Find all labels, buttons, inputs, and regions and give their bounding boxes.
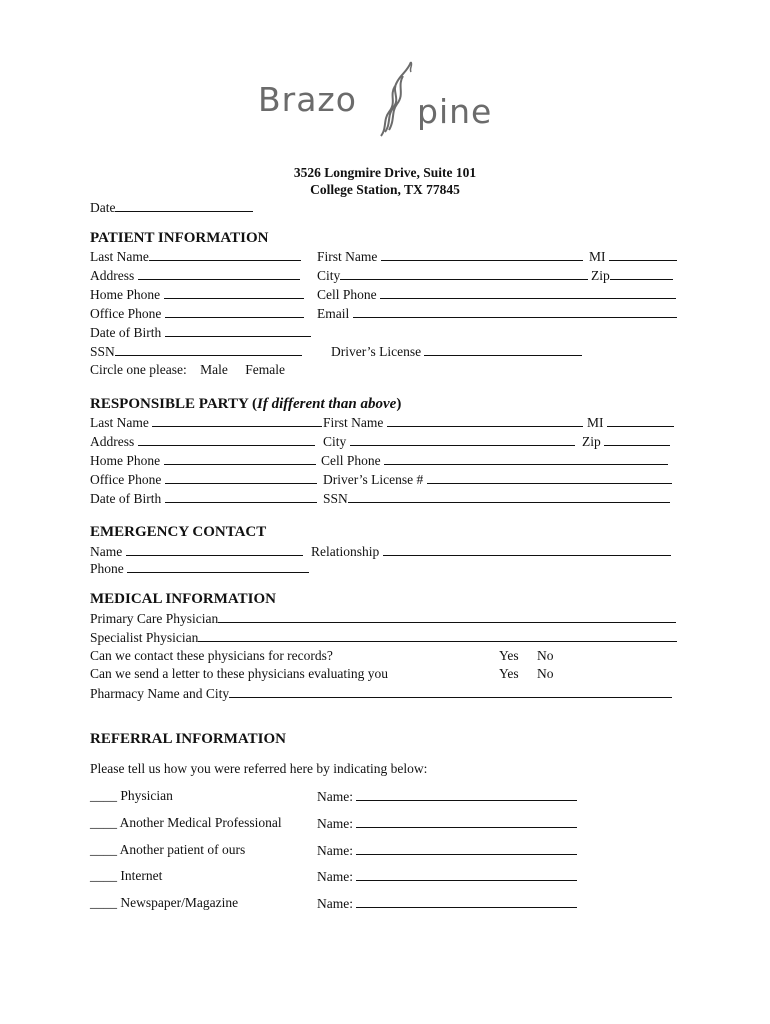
responsible-home-phone-field[interactable]: Home Phone (90, 452, 316, 469)
responsible-cell-phone-field[interactable]: Cell Phone (321, 452, 668, 469)
patient-sex-choice (90, 362, 285, 378)
referral-heading: REFERRAL INFORMATION (90, 731, 286, 747)
referral-name-field[interactable]: Name: (317, 815, 577, 832)
patient-ssn-line[interactable] (115, 343, 302, 356)
referral-check-blank[interactable]: ____ (90, 895, 117, 910)
patient-mi-line[interactable] (609, 248, 677, 261)
patient-email-field[interactable]: Email (317, 305, 677, 322)
emergency-name-field[interactable]: Name (90, 543, 303, 560)
patient-drivers-license-line[interactable] (424, 343, 582, 356)
circle-one-label: Circle one please: (90, 362, 187, 377)
brazos-spine-logo (255, 58, 515, 140)
responsible-ssn-line[interactable] (348, 490, 670, 503)
emergency-relationship-line[interactable] (383, 543, 671, 556)
responsible-office-phone-line[interactable] (165, 471, 317, 484)
referral-name-field[interactable]: Name: (317, 842, 577, 859)
patient-last-name-field[interactable]: Last Name (90, 248, 301, 265)
referral-option-newspaper[interactable]: ____ Newspaper/Magazine (90, 895, 239, 910)
pcp-line[interactable] (218, 610, 676, 623)
responsible-last-name-line[interactable] (152, 414, 322, 427)
patient-cell-phone-line[interactable] (380, 286, 676, 299)
referral-name-field[interactable]: Name: (317, 788, 577, 805)
patient-heading: PATIENT INFORMATION (90, 230, 269, 246)
female-option[interactable]: Female (245, 362, 285, 377)
responsible-last-name-field[interactable]: Last Name (90, 414, 322, 431)
patient-first-name-field[interactable]: First Name (317, 248, 583, 265)
responsible-drivers-license-field[interactable]: Driver’s License # (323, 471, 672, 488)
medical-heading: MEDICAL INFORMATION (90, 591, 276, 607)
date-field[interactable]: Date (90, 199, 253, 216)
patient-home-phone-field[interactable]: Home Phone (90, 286, 304, 303)
male-option[interactable]: Male (200, 362, 228, 377)
patient-address-line[interactable] (138, 267, 300, 280)
responsible-heading-note: If different than above (257, 396, 397, 412)
patient-city-field[interactable]: City (317, 267, 588, 284)
send-letter-yes[interactable]: Yes (499, 666, 519, 681)
referral-name-field[interactable]: Name: (317, 895, 577, 912)
referral-option-medical-professional[interactable]: ____ Another Medical Professional (90, 815, 282, 830)
referral-option-physician[interactable]: ____ Physician (90, 788, 173, 803)
logo-text-left: Brazo (258, 80, 357, 119)
referral-check-blank[interactable]: ____ (90, 815, 117, 830)
responsible-heading: RESPONSIBLE PARTY (If different than above) (90, 396, 402, 412)
patient-ssn-field[interactable]: SSN (90, 343, 302, 360)
responsible-dob-field[interactable]: Date of Birth (90, 490, 317, 507)
patient-email-line[interactable] (353, 305, 677, 318)
address-line-2: College Station, TX 77845 (310, 182, 460, 197)
referral-check-blank[interactable]: ____ (90, 788, 117, 803)
referral-name-line[interactable] (356, 815, 577, 828)
emergency-relationship-field[interactable]: Relationship (311, 543, 671, 560)
patient-zip-field[interactable]: Zip (591, 267, 673, 284)
referral-check-blank[interactable]: ____ (90, 868, 117, 883)
responsible-address-field[interactable]: Address (90, 433, 315, 450)
patient-cell-phone-field[interactable]: Cell Phone (317, 286, 676, 303)
emergency-phone-line[interactable] (127, 560, 309, 573)
contact-records-yes[interactable]: Yes (499, 648, 519, 663)
emergency-phone-field[interactable]: Phone (90, 560, 309, 577)
address-line-1: 3526 Longmire Drive, Suite 101 (293, 165, 477, 180)
referral-option-internet[interactable]: ____ Internet (90, 868, 163, 883)
logo-text-right: pine (417, 92, 493, 131)
responsible-zip-field[interactable]: Zip (582, 433, 670, 450)
contact-records-no[interactable]: No (537, 648, 554, 663)
responsible-zip-line[interactable] (604, 433, 670, 446)
referral-name-field[interactable]: Name: (317, 868, 577, 885)
patient-dob-line[interactable] (165, 324, 311, 337)
patient-drivers-license-field[interactable]: Driver’s License (331, 343, 582, 360)
responsible-cell-phone-line[interactable] (384, 452, 668, 465)
patient-zip-line[interactable] (610, 267, 673, 280)
specialist-line[interactable] (198, 629, 677, 642)
responsible-home-phone-line[interactable] (164, 452, 316, 465)
responsible-drivers-license-line[interactable] (427, 471, 672, 484)
patient-office-phone-field[interactable]: Office Phone (90, 305, 304, 322)
referral-name-line[interactable] (356, 868, 577, 881)
responsible-city-line[interactable] (350, 433, 575, 446)
specialist-field[interactable]: Specialist Physician (90, 629, 677, 646)
responsible-city-field[interactable]: City (323, 433, 575, 450)
responsible-first-name-field[interactable]: First Name (323, 414, 583, 431)
responsible-mi-field[interactable]: MI (587, 414, 674, 431)
referral-instructions: Please tell us how you were referred here by indicating below: (90, 761, 428, 776)
responsible-mi-line[interactable] (607, 414, 674, 427)
referral-check-blank[interactable]: ____ (90, 842, 117, 857)
emergency-heading: EMERGENCY CONTACT (90, 524, 267, 540)
responsible-dob-line[interactable] (165, 490, 317, 503)
pcp-field[interactable]: Primary Care Physician (90, 610, 676, 627)
send-letter-no[interactable]: No (537, 666, 554, 681)
patient-city-line[interactable] (340, 267, 588, 280)
patient-home-phone-line[interactable] (164, 286, 304, 299)
patient-first-name-line[interactable] (381, 248, 583, 261)
patient-last-name-line[interactable] (149, 248, 301, 261)
referral-name-line[interactable] (356, 895, 577, 908)
patient-mi-field[interactable]: MI (589, 248, 677, 265)
patient-address-field[interactable]: Address (90, 267, 300, 284)
patient-office-phone-line[interactable] (165, 305, 304, 318)
responsible-office-phone-field[interactable]: Office Phone (90, 471, 317, 488)
date-line[interactable] (115, 199, 253, 212)
responsible-address-line[interactable] (138, 433, 315, 446)
responsible-ssn-field[interactable]: SSN (323, 490, 670, 507)
pharmacy-field[interactable]: Pharmacy Name and City (90, 685, 672, 702)
send-letter-question: Can we send a letter to these physicians evaluating you (90, 666, 389, 681)
pharmacy-line[interactable] (229, 685, 672, 698)
referral-name-line[interactable] (356, 788, 577, 801)
contact-records-question: Can we contact these physicians for records? (90, 648, 333, 663)
patient-dob-field[interactable]: Date of Birth (90, 324, 311, 341)
emergency-name-line[interactable] (126, 543, 303, 556)
referral-option-patient[interactable]: ____ Another patient of ours (90, 842, 246, 857)
responsible-first-name-line[interactable] (387, 414, 583, 427)
referral-name-line[interactable] (356, 842, 577, 855)
